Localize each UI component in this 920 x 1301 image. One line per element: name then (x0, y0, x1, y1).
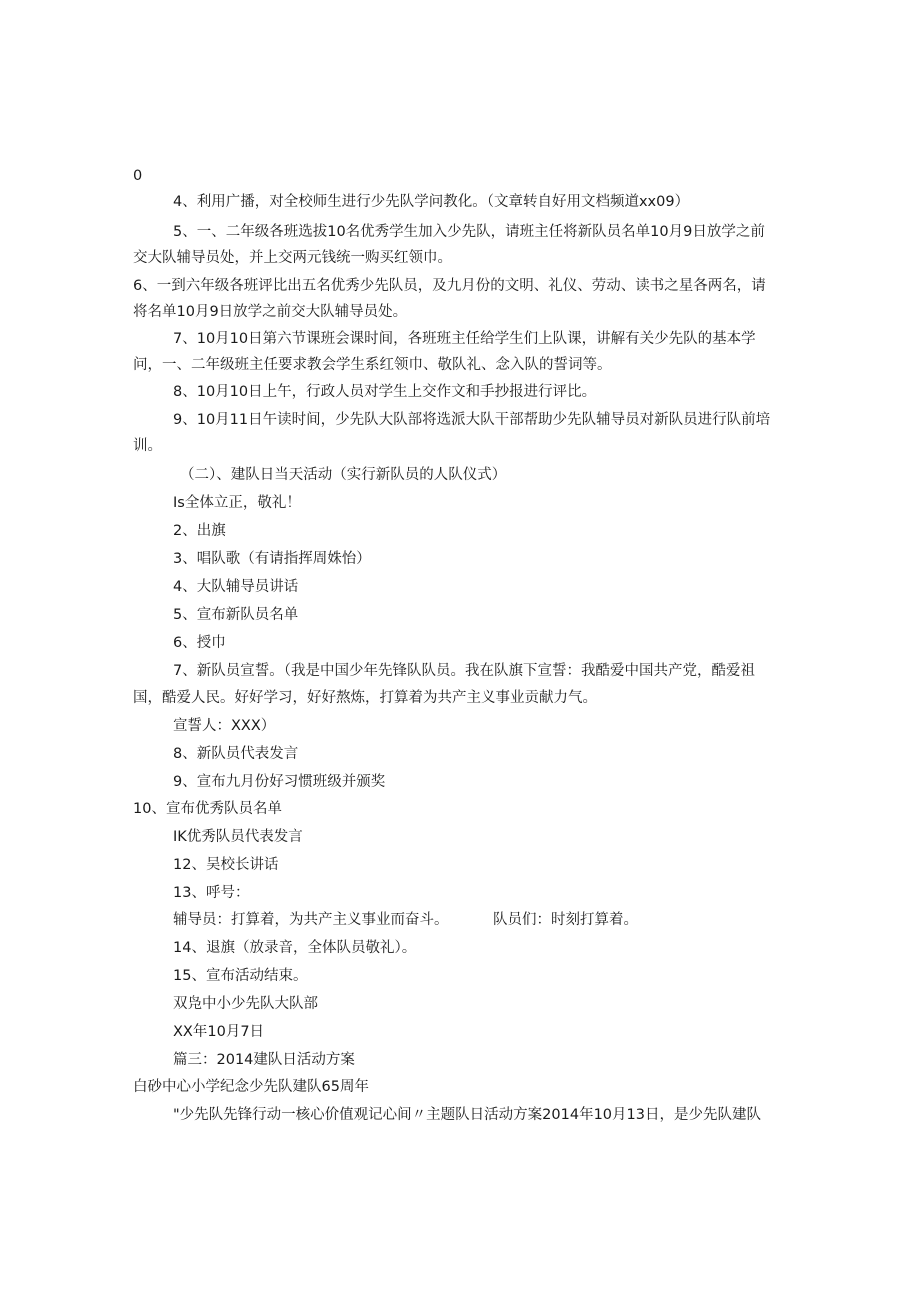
text-line: 6、授巾 (173, 635, 226, 651)
text-line: 10、宣布优秀队员名单 (133, 801, 282, 817)
text-line: Is全体立正，敬礼！ (173, 495, 301, 511)
text-line: 13、呼号： (173, 885, 250, 901)
text-line: 辅导员：打算着，为共产主义事业而奋斗。 (173, 912, 449, 928)
signature-org: 双凫中小少先队大队部 (173, 996, 318, 1012)
text-line: 队员们：时刻打算着。 (493, 912, 638, 928)
text-line: 3、唱队歌（有请指挥周姝怡） (173, 551, 371, 567)
text-line: 7、10月10日第六节课班会课时间，各班班主任给学生们上队课，讲解有关少先队的基本学 (173, 331, 756, 347)
text-line: 8、新队员代表发言 (173, 746, 299, 762)
section-heading: 篇三：2014建队日活动方案 (173, 1052, 355, 1068)
text-line: 2、出旗 (173, 523, 226, 539)
text-line: 问，一、二年级班主任要求教会学生系红领巾、敬队礼、念入队的誓词等。 (133, 357, 612, 373)
text-line: 训。 (133, 438, 162, 454)
text-line: 7、新队员宣誓。（我是中国少年先锋队队员。我在队旗下宣誓：我酷爱中国共产党，酷爱祖 (173, 663, 755, 679)
signature-date: XX年10月7日 (173, 1024, 265, 1040)
text-line: 9、10月11日午读时间，少先队大队部将选派大队干部帮助少先队辅导员对新队员进行队前培 (173, 412, 771, 428)
text-line: 白砂中心小学纪念少先队建队65周年 (133, 1079, 369, 1095)
text-line: 12、吴校长讲话 (173, 857, 279, 873)
text-line: 宣誓人：XXX） (173, 718, 276, 734)
text-line: 4、利用广播，对全校师生进行少先队学问教化。（文章转自好用文档频道xx09） (173, 194, 690, 210)
text-line: "少先队先锋行动一核心价值观记心间〃主题队日活动方案2014年10月13日，是少先队建队 (173, 1107, 761, 1123)
text-line: 14、退旗（放录音，全体队员敬礼）。 (173, 940, 417, 956)
section-heading: （二）、建队日当天活动（实行新队员的人队仪式） (180, 467, 507, 483)
text-line: 5、一、二年级各班选拔10名优秀学生加入少先队，请班主任将新队员名单10月9日放学之前 (173, 224, 765, 240)
text-line: 将名单10月9日放学之前交大队辅导员处。 (133, 304, 408, 320)
text-line: 15、宣布活动结束。 (173, 968, 308, 984)
text-line: 5、宣布新队员名单 (173, 607, 299, 623)
text-line: 交大队辅导员处，并上交两元钱统一购买红领巾。 (133, 250, 452, 266)
text-line: 国，酷爱人民。好好学习，好好熬炼，打算着为共产主义事业贡献力气。 (133, 690, 597, 706)
text-line: 6、一到六年级各班评比出五名优秀少先队员，及九月份的文明、礼仪、劳动、读书之星各两名，请 (133, 278, 766, 294)
text-line: 8、10月10日上午，行政人员对学生上交作文和手抄报进行评比。 (173, 384, 597, 400)
page-number-fragment: 0 (133, 168, 143, 184)
text-line: 4、大队辅导员讲话 (173, 579, 299, 595)
text-line: 9、宣布九月份好习惯班级并颁奖 (173, 774, 386, 790)
text-line: IK优秀队员代表发言 (173, 829, 303, 845)
